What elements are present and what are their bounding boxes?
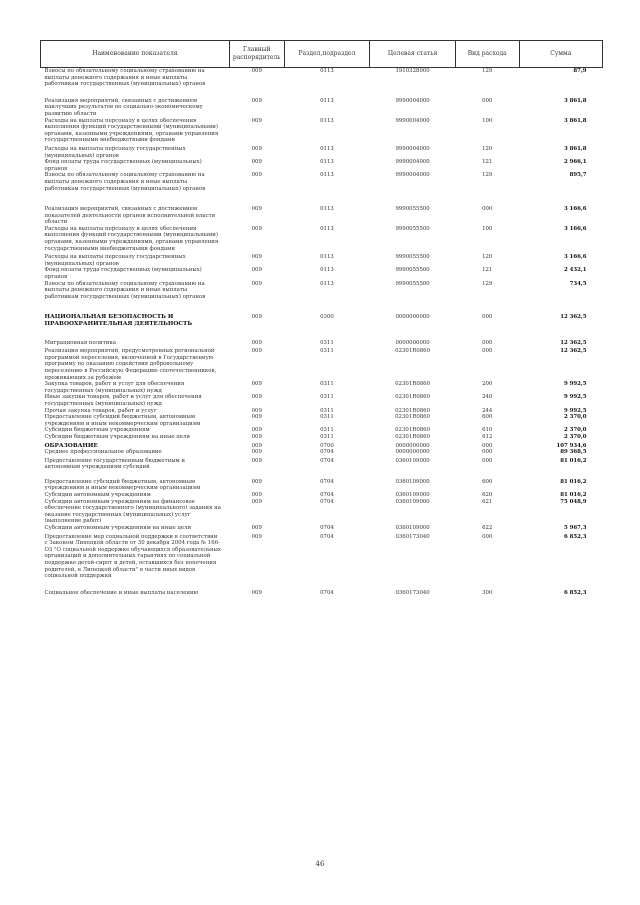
row-main-manager: 009 [251,433,262,440]
row-section: 0113 [320,172,334,179]
table-row [41,281,603,301]
row-target-article: 0360109000 [395,457,430,464]
row-expense-type: 244 [482,407,493,414]
header-indicator-name: Наименование показателя [41,41,230,68]
header-expense-type: Вид расхода [455,41,519,68]
row-sum: 2 370,0 [563,433,587,440]
row-expense-type: 000 [482,457,493,464]
row-target-article: 0360173040 [395,589,430,596]
row-target-article: 02301R0860 [395,433,431,440]
row-section: 0113 [320,206,334,213]
table-row [41,159,603,172]
row-sum: 2 370,0 [563,414,587,421]
row-expense-type: 610 [482,427,493,434]
row-expense-type: 600 [482,414,493,421]
row-section: 0311 [320,414,334,421]
row-expense-type: 300 [482,589,493,596]
row-main-manager: 009 [251,407,262,414]
row-name: Субсидии бюджетным учреждениям [44,427,150,434]
row-expense-type: 621 [482,498,493,505]
row-target-article: 0000000000 [395,442,430,449]
row-sum: 6 852,3 [563,533,587,540]
row-sum: 2 966,1 [563,159,587,166]
row-name: Прочая закупка товаров, работ и услуг [44,407,157,414]
table-row [41,471,603,492]
row-target-article: 9990055500 [395,254,430,261]
table-row [41,499,603,525]
row-target-article: 02301R0860 [395,348,431,355]
table-row [41,580,603,597]
row-section: 0311 [320,381,334,388]
row-name: Предоставление субсидий бюджетным, автономным учреждениям и иным некоммерческим организациям [44,414,201,427]
table-row [41,427,603,434]
row-section: 0311 [320,348,334,355]
table-header-row [41,41,603,68]
row-target-article: 0360109000 [395,492,430,499]
row-main-manager: 009 [251,498,262,505]
row-section: 0113 [320,159,334,166]
table-row [41,532,603,580]
row-sum: 3 166,6 [563,206,587,213]
row-main-manager: 009 [251,97,262,104]
table-row [41,254,603,267]
row-expense-type: 000 [482,97,493,104]
row-name: Расходы на выплаты персоналу в целях обеспечения выполнения функций государственными (муниципальными) органами, казенными учреждениями, органами управления государственными внебюджетными фондами [44,117,219,144]
row-name: Реализация мероприятий, связанных с достижением наилучших результатов по социально-экономическому развитию области [44,97,203,117]
row-name: Расходы на выплаты персоналу в целях обеспечения выполнения функций государственными (муниципальными) органами, казенными учреждениями, органами управления государственными внебюджетными фондами [44,225,219,252]
row-name: Миграционная политика [44,339,116,346]
row-name: НАЦИОНАЛЬНАЯ БЕЗОПАСНОСТЬ И ПРАВООХРАНИТЕЛЬНАЯ ДЕЯТЕЛЬНОСТЬ [44,314,193,327]
row-main-manager: 009 [251,225,262,232]
row-target-article: 02301R0860 [395,427,431,434]
row-sum: 9 992,5 [563,407,587,414]
row-expense-type: 000 [482,339,493,346]
row-sum: 87,9 [573,68,587,74]
row-target-article: 02301R0860 [395,407,431,414]
row-target-article: 9990055500 [395,225,430,232]
row-section: 0113 [320,97,334,104]
row-section: 0113 [320,117,334,124]
row-main-manager: 009 [251,68,262,74]
row-section: 0311 [320,427,334,434]
table-row [41,414,603,427]
table-row [41,330,603,349]
row-name: Иные закупки товаров, работ и услуг для обеспечения государственных (муниципальных) нужд [44,394,202,407]
row-name: Предоставление мер социальной поддержки в соответствии с Законом Липецкой области от 30 декабря 2004 года № 166-ОЗ "О социальной поддержке обучающихся образовательных организаций и дополнительных гарантиях по социальной поддержке детей-сирот и детей, оставшихся без попечения родителей, в Липецкой области" в части иных видов социальной поддержки [44,533,221,580]
row-target-article: 1910328000 [395,68,430,74]
table-row [41,449,603,456]
row-target-article: 0000000000 [395,314,430,321]
row-name: Фонд оплаты труда государственных (муниципальных) органов [44,267,202,281]
row-main-manager: 009 [251,589,262,596]
row-sum: 3 166,6 [563,254,587,261]
row-expense-type: 240 [482,394,493,401]
row-main-manager: 009 [251,394,262,401]
row-expense-type: 100 [482,225,493,232]
row-main-manager: 009 [251,478,262,485]
row-main-manager: 009 [251,145,262,152]
row-name: Субсидии бюджетным учреждениям на иные цели [44,433,190,440]
row-main-manager: 009 [251,449,262,456]
row-main-manager: 009 [251,427,262,434]
row-name: Реализация мероприятий, предусмотренных региональной программой переселения, включенной в Государственную программу по оказанию содействия добровольному переселению в Российскую Федерацию соотечественников, проживающих за рубежом [44,348,217,381]
row-sum: 9 992,5 [563,394,587,401]
row-name: Субсидии автономным учреждениям на финансовое обеспечение государственного (муниципального) задания на оказание государственных (муниципальных) услуг (выполнение работ) [44,498,221,525]
table-row [41,525,603,532]
row-name: Социальное обеспечение и иные выплаты населению [44,589,199,596]
header-main-manager: Главный распорядитель [229,41,284,68]
row-expense-type: 121 [482,159,493,166]
row-main-manager: 009 [251,172,262,179]
row-sum: 3 166,6 [563,225,587,232]
row-section: 0704 [320,449,334,456]
row-expense-type: 620 [482,492,493,499]
row-section: 0300 [320,314,334,321]
row-section: 0113 [320,254,334,261]
row-target-article: 02301R0860 [395,414,431,421]
row-expense-type: 121 [482,267,493,274]
row-name: Взносы по обязательному социальному страхованию на выплаты денежного содержания и иные выплаты работникам государственных (муниципальных) органов [44,172,206,192]
row-expense-type: 129 [482,172,493,179]
row-target-article: 9990004000 [395,172,430,179]
row-sum: 81 016,2 [560,478,587,485]
row-sum: 3 861,8 [563,117,587,124]
row-name: ОБРАЗОВАНИЕ [44,442,98,449]
row-main-manager: 009 [251,348,262,355]
table-row [41,434,603,441]
row-main-manager: 009 [251,314,262,321]
row-main-manager: 009 [251,254,262,261]
row-expense-type: 129 [482,280,493,287]
row-sum: 81 016,2 [560,492,587,499]
row-name: Предоставление государственным бюджетным и автономным учреждениям субсидий [44,457,185,471]
table-row [41,441,603,450]
row-section: 0704 [320,498,334,505]
row-expense-type: 000 [482,206,493,213]
row-sum: 12 362,5 [560,314,587,321]
row-target-article: 9990004000 [395,159,430,166]
row-sum: 89 368,5 [560,449,587,456]
row-expense-type: 000 [482,449,493,456]
row-target-article: 0360109000 [395,478,430,485]
table-row [41,456,603,471]
row-name: Реализация мероприятий, связанных с достижением показателей деятельности органов исполнительной власти области [44,206,216,226]
row-main-manager: 009 [251,533,262,540]
row-target-article: 9990004000 [395,145,430,152]
row-target-article: 0000000000 [395,449,430,456]
table-row [41,300,603,329]
header-section: Раздел,подраздел [284,41,370,68]
row-main-manager: 009 [251,414,262,421]
row-main-manager: 009 [251,381,262,388]
table-row [41,394,603,407]
table-row [41,118,603,146]
row-sum: 734,5 [569,280,587,287]
row-expense-type: 000 [482,348,493,355]
row-expense-type: 612 [482,433,493,440]
row-main-manager: 009 [251,117,262,124]
row-name: Предоставление субсидий бюджетным, автономным учреждениям и иным некоммерческим организациям [44,478,201,492]
row-expense-type: 000 [482,314,493,321]
row-name: Расходы на выплаты персоналу государственных (муниципальных) органов [44,145,186,159]
row-section: 0704 [320,457,334,464]
row-name: Субсидии автономным учреждениям [44,492,151,499]
table-row [41,492,603,499]
table-body [41,68,603,597]
row-main-manager: 009 [251,280,262,287]
row-sum: 2 370,0 [563,427,587,434]
row-sum: 5 967,3 [563,525,587,532]
table-row [41,192,603,226]
row-main-manager: 009 [251,267,262,274]
row-main-manager: 009 [251,159,262,166]
row-sum: 895,7 [569,172,587,179]
table-row [41,172,603,192]
table-row [41,381,603,394]
table-row [41,88,603,118]
row-main-manager: 009 [251,492,262,499]
row-target-article: 0000000000 [395,339,430,346]
row-expense-type: 622 [482,525,493,532]
row-name: Взносы по обязательному социальному страхованию на выплаты денежного содержания и иные выплаты работникам государственных (муниципальных) органов [44,68,206,88]
row-section: 0311 [320,407,334,414]
row-target-article: 0360109000 [395,498,430,505]
row-target-article: 02301R0860 [395,381,431,388]
row-target-article: 0360173040 [395,533,430,540]
row-section: 0311 [320,394,334,401]
row-target-article: 9990055500 [395,206,430,213]
row-target-article: 9990004000 [395,97,430,104]
row-section: 0704 [320,589,334,596]
row-name: Субсидии автономным учреждениям на иные цели [44,525,192,532]
row-name: Расходы на выплаты персоналу государственных (муниципальных) органов [44,254,186,267]
page-content [40,40,600,596]
row-expense-type: 100 [482,117,493,124]
row-expense-type: 200 [482,381,493,388]
row-main-manager: 009 [251,339,262,346]
table-row [41,68,603,88]
row-section: 0113 [320,145,334,152]
row-sum: 107 934,6 [556,442,587,449]
row-section: 0113 [320,267,334,274]
row-target-article: 0360109000 [395,525,430,532]
row-target-article: 9990004000 [395,117,430,124]
row-sum: 2 432,1 [563,267,587,274]
row-expense-type: 000 [482,442,493,449]
table-row [41,226,603,254]
row-name: Закупка товаров, работ и услуг для обеспечения государственных (муниципальных) нужд [44,381,185,394]
row-section: 0704 [320,478,334,485]
row-sum: 75 048,9 [560,498,587,505]
row-section: 0113 [320,225,334,232]
table-row [41,146,603,159]
row-expense-type: 600 [482,478,493,485]
row-sum: 3 861,8 [563,97,587,104]
table-row [41,348,603,381]
row-section: 0704 [320,525,334,532]
row-main-manager: 009 [251,525,262,532]
row-main-manager: 009 [251,442,262,449]
row-sum: 12 362,5 [560,348,587,355]
row-section: 0700 [320,442,334,449]
row-target-article: 9990055500 [395,280,430,287]
row-expense-type: 129 [482,68,493,74]
row-section: 0704 [320,533,334,540]
row-sum: 6 852,3 [563,589,587,596]
row-sum: 81 016,2 [560,457,587,464]
row-section: 0113 [320,280,334,287]
budget-table [40,40,603,596]
row-sum: 9 992,5 [563,381,587,388]
row-sum: 12 362,5 [560,339,587,346]
row-section: 0311 [320,339,334,346]
row-main-manager: 009 [251,457,262,464]
row-sum: 3 861,8 [563,145,587,152]
row-section: 0113 [320,68,334,74]
row-expense-type: 120 [482,254,493,261]
row-expense-type: 000 [482,533,493,540]
row-name: Среднее профессиональное образование [44,449,162,456]
row-target-article: 02301R0860 [395,394,431,401]
row-name: Взносы по обязательному социальному страхованию на выплаты денежного содержания и иные выплаты работникам государственных (муниципальных) органов [44,280,206,300]
row-target-article: 9990055500 [395,267,430,274]
row-name: Фонд оплаты труда государственных (муниципальных) органов [44,159,202,172]
table-row [41,267,603,280]
row-section: 0704 [320,492,334,499]
row-section: 0311 [320,433,334,440]
header-sum: Сумма [519,41,602,68]
row-main-manager: 009 [251,206,262,213]
header-target-article: Целевая статья [370,41,456,68]
page-number: 46 [315,860,325,868]
row-expense-type: 120 [482,145,493,152]
